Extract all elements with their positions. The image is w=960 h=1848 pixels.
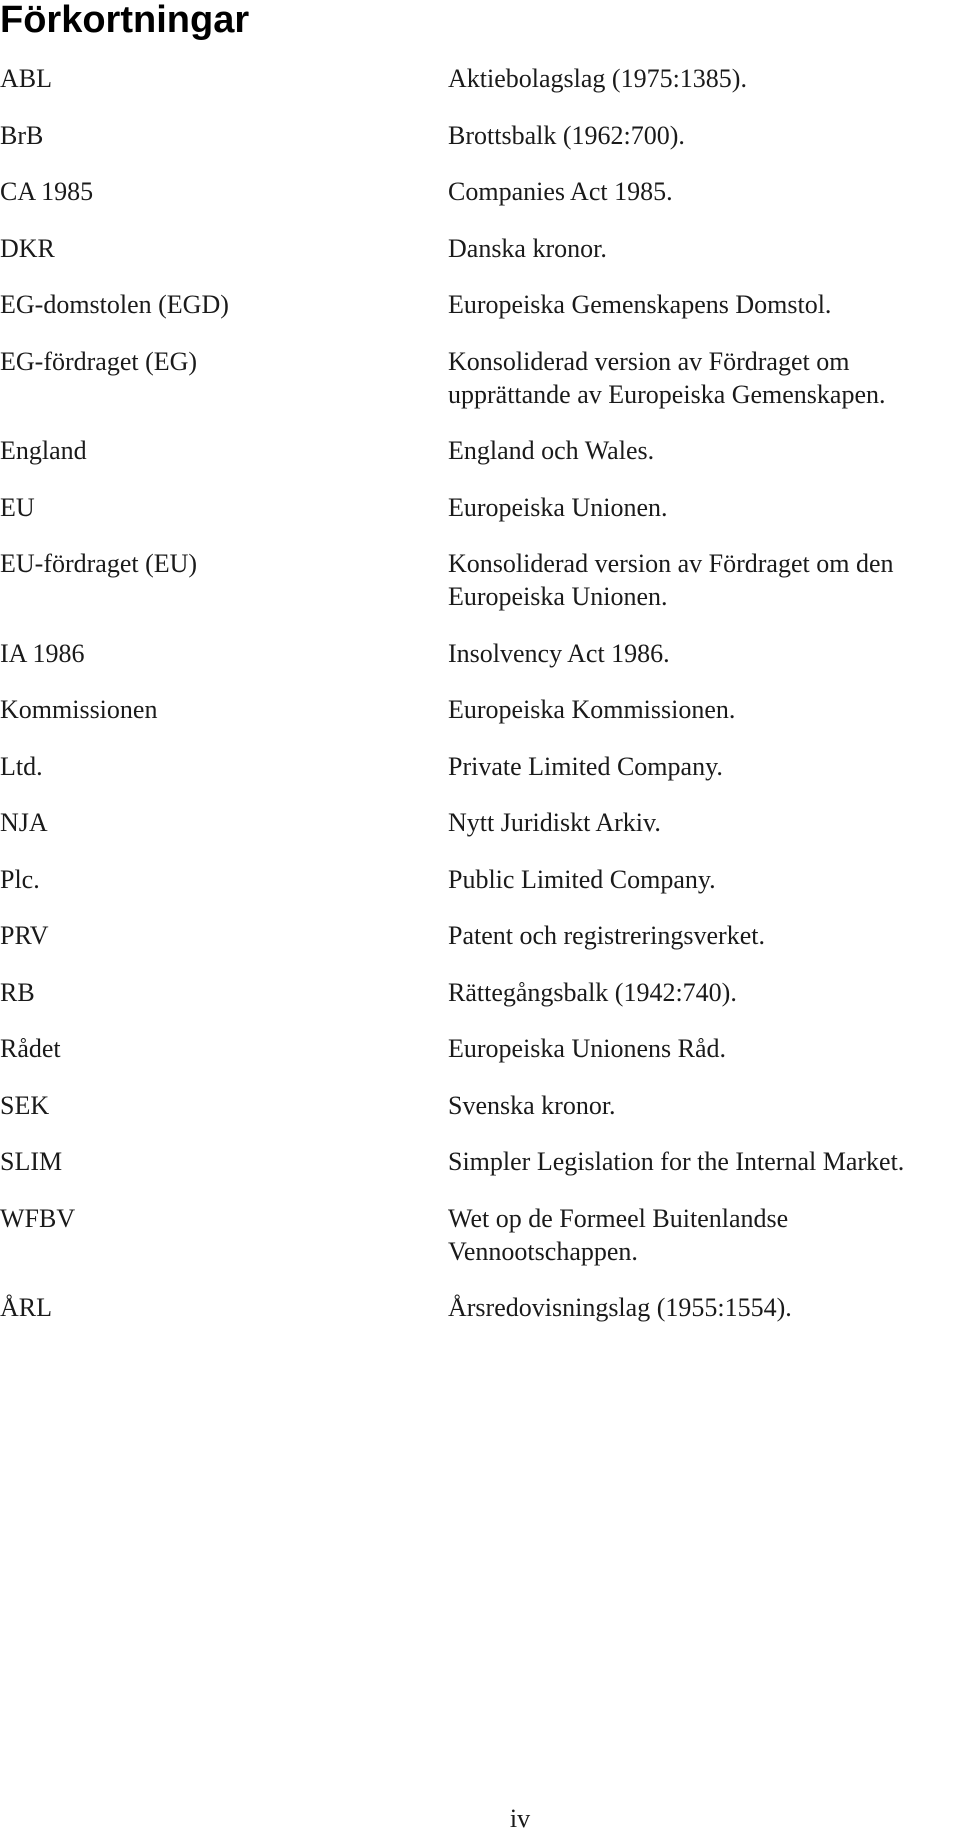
abbreviation-row xyxy=(0,1089,960,1122)
abbreviation-definition: Europeiska Gemenskapens Domstol. xyxy=(448,290,832,319)
abbreviation-term: EU xyxy=(0,492,35,522)
abbreviation-row xyxy=(0,1145,960,1178)
abbreviation-row xyxy=(0,345,960,411)
abbreviation-definition: England och Wales. xyxy=(448,436,655,465)
abbreviation-term: EU-fördraget (EU) xyxy=(0,549,198,578)
abbreviation-row xyxy=(0,434,960,467)
abbreviation-row xyxy=(0,750,960,783)
abbreviation-term: Kommissionen xyxy=(0,695,158,724)
abbreviation-definition: Europeiska Unionens Råd. xyxy=(448,1034,727,1063)
abbreviation-definition: Patent och registreringsverket. xyxy=(448,921,765,950)
abbreviation-row xyxy=(0,547,960,613)
abbreviation-definition: Aktiebolagslag (1975:1385). xyxy=(448,64,747,93)
abbreviation-definition: Nytt Juridiskt Arkiv. xyxy=(448,808,661,837)
abbreviation-row xyxy=(0,288,960,321)
abbreviation-definition: Public Limited Company. xyxy=(448,864,716,894)
abbreviation-term: ABL xyxy=(0,64,52,93)
abbreviation-row xyxy=(0,806,960,839)
abbreviation-definition: Årsredovisningslag (1955:1554). xyxy=(448,1293,792,1322)
abbreviation-definition: Konsoliderad version av Fördraget om den Europeiska Unionen. xyxy=(448,549,894,611)
abbreviation-row xyxy=(0,119,960,152)
abbreviation-term: IA 1986 xyxy=(0,638,85,668)
abbreviation-definition: Konsoliderad version av Fördraget om upprättande av Europeiska Gemenskapen. xyxy=(448,346,886,409)
abbreviation-definition: Simpler Legislation for the Internal Market. xyxy=(448,1147,905,1176)
abbreviation-definition: Brottsbalk (1962:700). xyxy=(448,120,685,150)
abbreviation-row xyxy=(0,1032,960,1065)
abbreviation-term: Ltd. xyxy=(0,751,43,781)
abbreviation-term: BrB xyxy=(0,120,44,150)
abbreviation-row xyxy=(0,976,960,1009)
abbreviation-row xyxy=(0,491,960,524)
abbreviation-term: PRV xyxy=(0,921,49,950)
abbreviation-term: England xyxy=(0,436,87,465)
abbreviation-term: WFBV xyxy=(0,1203,76,1233)
abbreviation-definition: Wet op de Formeel Buitenlandse Vennootschappen. xyxy=(448,1203,789,1266)
abbreviation-definition: Insolvency Act 1986. xyxy=(448,638,670,668)
abbreviation-term: DKR xyxy=(0,233,55,263)
page-number: iv xyxy=(509,1804,531,1833)
abbreviation-row xyxy=(0,863,960,896)
abbreviation-row xyxy=(0,1291,960,1324)
abbreviation-definition: Private Limited Company. xyxy=(448,751,723,781)
abbreviation-row xyxy=(0,693,960,726)
abbreviation-term: Rådet xyxy=(0,1034,61,1063)
abbreviation-definition: Rättegångsbalk (1942:740). xyxy=(448,977,737,1007)
abbreviation-term: RB xyxy=(0,977,35,1007)
abbreviation-row xyxy=(0,919,960,952)
abbreviation-term: EG-domstolen (EGD) xyxy=(0,290,229,319)
abbreviation-definition: Companies Act 1985. xyxy=(448,177,673,206)
abbreviation-row xyxy=(0,62,960,95)
page-title: Förkortningar xyxy=(0,0,250,41)
abbreviation-term: SEK xyxy=(0,1090,50,1120)
abbreviation-row xyxy=(0,232,960,265)
abbreviation-term: SLIM xyxy=(0,1147,63,1176)
abbreviation-definition: Svenska kronor. xyxy=(448,1090,616,1120)
abbreviation-row xyxy=(0,1202,960,1268)
abbreviation-definition: Danska kronor. xyxy=(448,233,607,263)
abbreviation-term: Plc. xyxy=(0,864,40,894)
abbreviation-row xyxy=(0,175,960,208)
abbreviation-definition: Europeiska Kommissionen. xyxy=(448,695,736,724)
abbreviation-term: CA 1985 xyxy=(0,177,94,206)
abbreviation-list xyxy=(0,62,960,1348)
abbreviation-definition: Europeiska Unionen. xyxy=(448,492,668,522)
abbreviation-term: NJA xyxy=(0,808,48,837)
abbreviation-term: EG-fördraget (EG) xyxy=(0,346,198,376)
abbreviation-term: ÅRL xyxy=(0,1293,52,1322)
abbreviation-row xyxy=(0,637,960,670)
